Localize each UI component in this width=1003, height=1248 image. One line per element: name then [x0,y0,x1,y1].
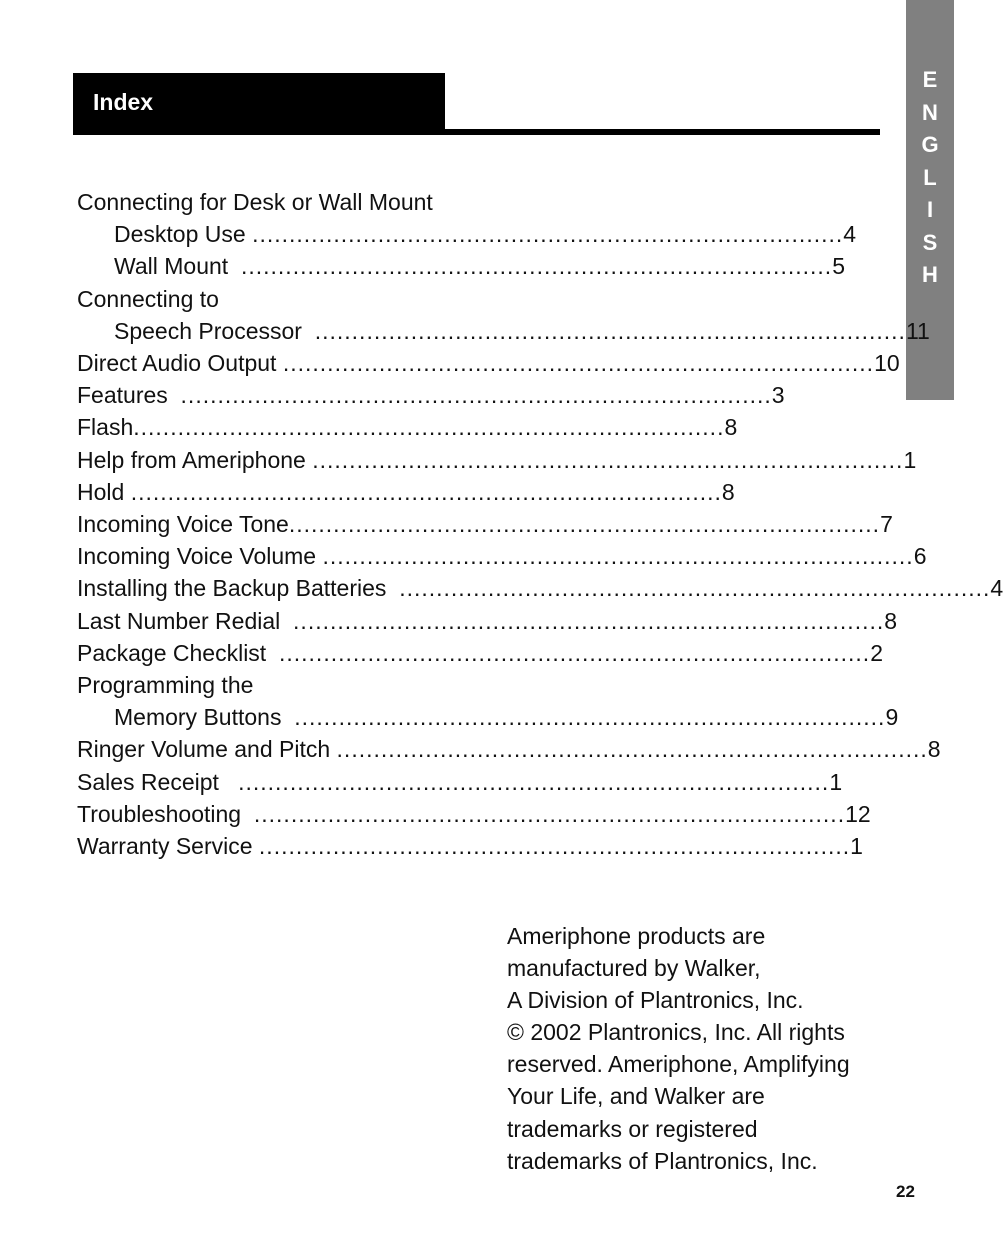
index-entry-label: Warranty Service [77,833,259,860]
index-entry-label: Direct Audio Output [77,350,283,377]
index-entry-page: 1 [829,768,843,795]
index-entry [77,572,1003,604]
dot-leader: ................................................................................ [130,478,722,505]
index-header-bar [73,73,445,135]
index-entry-label: Last Number Redial [77,607,294,634]
index-entry [77,218,857,250]
index-entry-page: 8 [721,478,735,505]
index-entry-page: 7 [880,511,893,538]
language-tab-letter: E [922,67,938,92]
index-entry-page: 12 [845,800,871,827]
index-entry [77,379,785,411]
copyright-line: trademarks or registered [507,1115,758,1142]
index-entry-label: Hold [77,478,131,505]
index-entry-page: 8 [927,736,941,763]
dot-leader: ................................................................................ [240,253,833,280]
language-tab-letter: I [926,197,934,222]
copyright-line: Your Life, and Walker are [507,1083,765,1110]
index-entry-label: Incoming Voice Tone [77,511,289,538]
index-entry-label: Sales Receipt [77,768,239,795]
index-entry-label: Features [77,382,181,409]
index-entry-label: Incoming Voice Volume [77,543,323,570]
index-heading: Connecting to [77,285,219,312]
index-entry-page: 1 [903,446,917,473]
language-tab-letter: N [922,99,938,125]
dot-leader: ................................................................................ [314,317,906,344]
index-entry [77,605,898,637]
index-entry-page: 6 [913,543,927,570]
index-entry-page: 8 [884,607,898,634]
index-entry-page: 9 [885,704,899,731]
index-entry-label: Ringer Volume and Pitch [77,736,337,763]
language-tab-letters [906,64,954,292]
index-entry [77,701,899,733]
index-entry [77,444,917,476]
index-entry [77,733,941,765]
index-entry [77,250,845,282]
index-entry-label: Installing the Backup Batteries [77,575,400,602]
dot-leader: ................................................................................ [288,511,881,538]
dot-leader: ................................................................................ [294,704,886,731]
dot-leader: ................................................................................ [180,382,772,409]
index-entry-page: 3 [771,382,785,409]
copyright-line: A Division of Plantronics, Inc. [507,987,804,1014]
index-entry-page: 2 [870,639,883,666]
index-entry [77,798,871,830]
page-number: 22 [896,1182,915,1201]
language-tab-letter: S [922,229,938,255]
index-entry [77,637,883,669]
copyright-line: manufactured by Walker, [507,955,761,982]
index-entry-label: Memory Buttons [114,704,295,731]
index-heading: Connecting for Desk or Wall Mount [77,189,433,215]
index-entry [77,508,893,540]
copyright-line: © 2002 Plantronics, Inc. All rights [507,1019,845,1046]
index-entry [77,411,738,443]
index-entry-label: Wall Mount [114,253,241,280]
index-entry [77,315,930,347]
header-rule [73,129,880,135]
index-entry-page: 1 [850,833,863,860]
index-entry-label: Speech Processor [114,317,315,344]
copyright-line: Ameriphone products are [507,923,766,949]
index-entry-label: Desktop Use [114,221,253,248]
index-entry [77,347,900,379]
index-entry [77,830,863,862]
dot-leader: ................................................................................ [253,800,846,827]
index-entry-label: Package Checklist [77,639,279,666]
index-entry-page: 5 [832,253,845,280]
index-entry [77,476,735,508]
index-entry [77,540,927,572]
dot-leader: ................................................................................ [133,414,725,441]
language-tab-letter: H [922,262,938,287]
index-entry-page: 10 [874,350,900,377]
index-entry-page: 4 [990,575,1003,602]
dot-leader: ................................................................................ [282,350,875,377]
dot-leader: ................................................................................ [238,768,830,795]
dot-leader: ................................................................................ [399,575,991,602]
dot-leader: ................................................................................ [278,639,871,666]
language-tab-letter: L [923,164,937,190]
index-entry-page: 8 [724,414,738,441]
index-heading: Programming the [77,672,254,699]
dot-leader: ................................................................................ [293,607,885,634]
language-tab-letter: G [921,132,939,157]
index-entry-page: 11 [905,317,930,344]
index-entry-label: Troubleshooting [77,800,254,827]
index-entry [77,766,843,798]
page-title: Index [93,89,154,115]
dot-leader: ................................................................................ [322,543,914,570]
index-entry-label: Help from Ameriphone [77,446,313,473]
dot-leader: ................................................................................ [336,736,928,763]
copyright-line: trademarks of Plantronics, Inc. [507,1147,818,1174]
index-entry-label: Flash [77,414,134,441]
dot-leader: ................................................................................ [252,221,844,248]
dot-leader: ................................................................................ [312,446,904,473]
index-entry-page: 4 [843,221,857,248]
index-list [77,186,1003,862]
copyright-line: reserved. Ameriphone, Amplifying [507,1051,850,1078]
dot-leader: ................................................................................ [258,833,851,860]
copyright-notice [507,920,887,1177]
